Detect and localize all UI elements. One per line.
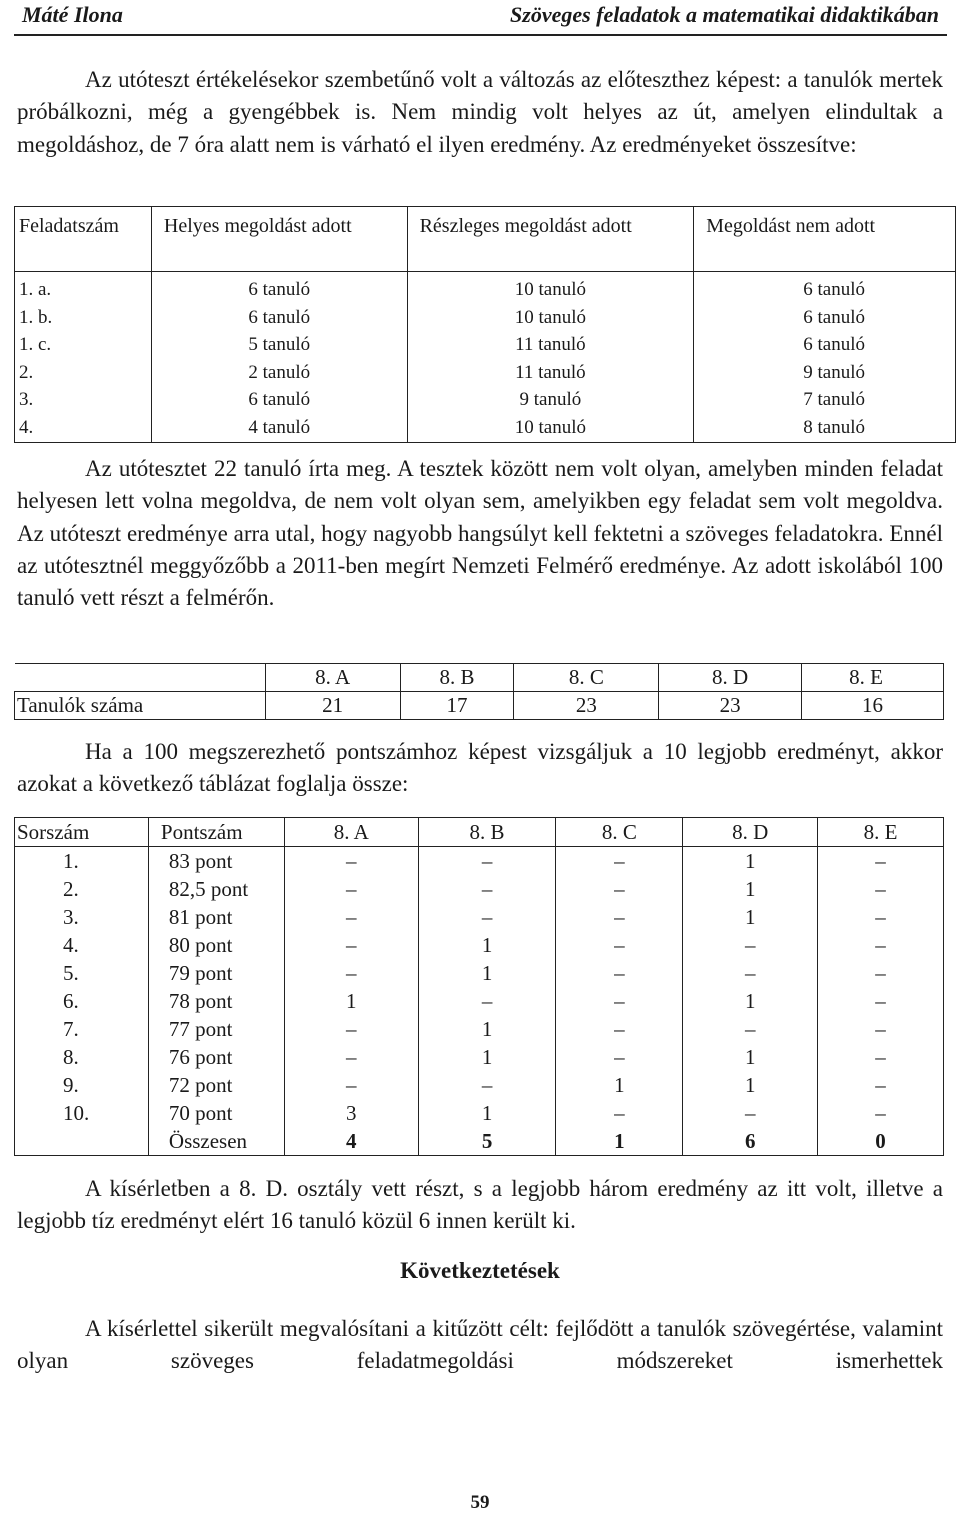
table-cell: 10 tanuló xyxy=(407,272,694,304)
table-cell: – xyxy=(818,931,944,959)
header-cell: 8. C xyxy=(556,818,683,847)
table-cell xyxy=(15,1127,149,1156)
table-cell: 0 xyxy=(818,1127,944,1156)
table-cell: 2. xyxy=(15,875,149,903)
table-cell: 6. xyxy=(15,987,149,1015)
table-cell: 1. xyxy=(15,847,149,876)
table-row xyxy=(15,987,944,1015)
table-cell: 5 xyxy=(418,1127,556,1156)
table-cell: 4. xyxy=(15,931,149,959)
table-cell: 1 xyxy=(418,931,556,959)
table-row xyxy=(15,359,956,387)
table-cell: 80 pont xyxy=(148,931,284,959)
table-cell: 1 xyxy=(683,903,818,931)
section-heading: Következtetések xyxy=(400,1258,560,1283)
table-cell: – xyxy=(556,1099,683,1127)
table-cell: 5. xyxy=(15,959,149,987)
table-cell: – xyxy=(284,847,418,876)
table-cell: – xyxy=(683,1099,818,1127)
paragraph-2-text: Az utótesztet 22 tanuló írta meg. A tesztek között nem volt olyan, amelyben minden feladat helyesen lett volna megoldva, de nem volt olyan sem, amelyikben egy feladat sem volt megoldva. Az utóteszt eredménye arra utal, hogy nagyobb hangsúlyt kell fektetni a szöveges feladatokra. Ennél az utótesztnél meggyőzőbb a 2011-ben megírt Nemzeti Felmérő eredménye. Az adott iskolából 100 tanuló vett részt a felmérőn. xyxy=(17,456,943,611)
paragraph-4-text: A kísérletben a 8. D. osztály vett részt, s a legjobb három eredmény az itt volt, illetve a legjobb tíz eredményt elért 16 tanuló közül 6 innen került ki. xyxy=(17,1176,943,1234)
table-cell: – xyxy=(284,903,418,931)
table-row xyxy=(15,1043,944,1071)
table-cell: – xyxy=(818,1071,944,1099)
empty-cell xyxy=(15,664,266,692)
header-cell: Sorszám xyxy=(15,818,149,847)
table-cell: 4 xyxy=(284,1127,418,1156)
table-cell: – xyxy=(556,875,683,903)
table-row xyxy=(15,272,956,304)
total-row xyxy=(15,1127,944,1156)
results-table xyxy=(14,206,956,443)
table-cell: 6 xyxy=(683,1127,818,1156)
table-cell: 78 pont xyxy=(148,987,284,1015)
table-cell: – xyxy=(556,1015,683,1043)
student-count-row xyxy=(15,692,944,720)
table-cell: 70 pont xyxy=(148,1099,284,1127)
table-cell: 10. xyxy=(15,1099,149,1127)
table-cell: 9. xyxy=(15,1071,149,1099)
table-cell: 10 tanuló xyxy=(407,414,694,442)
table-row xyxy=(15,304,956,332)
table-cell: 1 xyxy=(418,959,556,987)
header-cell: 8. D xyxy=(683,818,818,847)
table-cell: – xyxy=(556,847,683,876)
top10-header-row xyxy=(15,818,944,847)
table-cell: 9 tanuló xyxy=(694,359,956,387)
results-header-cell: Megoldást nem adott xyxy=(694,207,956,272)
table-row xyxy=(15,959,944,987)
table-cell: 1 xyxy=(556,1071,683,1099)
table-cell: 6 tanuló xyxy=(694,304,956,332)
table-cell: 1 xyxy=(556,1127,683,1156)
table-cell: 6 tanuló xyxy=(694,272,956,304)
results-header-cell: Részleges megoldást adott xyxy=(407,207,694,272)
count-cell: 23 xyxy=(659,692,802,720)
paragraph-4 xyxy=(17,1173,943,1238)
table-row xyxy=(15,386,956,414)
class-header-cell: 8. B xyxy=(400,664,514,692)
class-header-cell: 8. C xyxy=(514,664,659,692)
table-cell: 6 tanuló xyxy=(694,331,956,359)
table-cell: – xyxy=(556,959,683,987)
table-cell: 82,5 pont xyxy=(148,875,284,903)
table-row xyxy=(15,903,944,931)
table-cell: 4 tanuló xyxy=(151,414,407,442)
table-cell: 76 pont xyxy=(148,1043,284,1071)
table-cell: 83 pont xyxy=(148,847,284,876)
results-header-cell: Helyes megoldást adott xyxy=(151,207,407,272)
table-row xyxy=(15,1099,944,1127)
table-cell: 1. a. xyxy=(15,272,152,304)
table-cell: 1 xyxy=(683,847,818,876)
class-header-cell: 8. D xyxy=(659,664,802,692)
table-row xyxy=(15,414,956,442)
table-cell: – xyxy=(818,1043,944,1071)
table-cell: 6 tanuló xyxy=(151,304,407,332)
table-cell: 79 pont xyxy=(148,959,284,987)
table-cell: – xyxy=(284,1071,418,1099)
table-cell: – xyxy=(418,875,556,903)
table-cell: 1. b. xyxy=(15,304,152,332)
table-cell: – xyxy=(683,959,818,987)
count-cell: 21 xyxy=(265,692,400,720)
table-cell: – xyxy=(284,875,418,903)
table-cell: 81 pont xyxy=(148,903,284,931)
table-cell: 7 tanuló xyxy=(694,386,956,414)
header-author: Máté Ilona xyxy=(22,2,123,27)
paragraph-5 xyxy=(17,1313,943,1378)
table-cell: – xyxy=(418,1071,556,1099)
table-row xyxy=(15,847,944,876)
paragraph-3-text: Ha a 100 megszerezhető pontszámhoz képest vizsgáljuk a 10 legjobb eredményt, akkor azokat a következő táblázat foglalja össze: xyxy=(17,739,943,797)
table-row xyxy=(15,931,944,959)
table-cell: 1 xyxy=(418,1015,556,1043)
table-cell: – xyxy=(556,1043,683,1071)
results-header-row xyxy=(15,207,956,272)
results-header-cell: Feladatszám xyxy=(15,207,152,272)
table-cell: Összesen xyxy=(148,1127,284,1156)
table-cell: – xyxy=(284,1015,418,1043)
table-cell: 3. xyxy=(15,903,149,931)
running-header xyxy=(14,0,947,36)
paragraph-5-text: A kísérlettel sikerült megvalósítani a kitűzött célt: fejlődött a tanulók szövegértése, valamint olyan szöveges feladatmegoldási módszereket ismerhettek xyxy=(17,1316,943,1374)
table-cell: – xyxy=(556,903,683,931)
top10-table xyxy=(14,817,944,1156)
table-cell: 1 xyxy=(418,1043,556,1071)
table-cell: – xyxy=(818,1015,944,1043)
header-cell: 8. E xyxy=(818,818,944,847)
table-cell: 4. xyxy=(15,414,152,442)
table-cell: 8 tanuló xyxy=(694,414,956,442)
table-cell: 1 xyxy=(683,875,818,903)
table-cell: 7. xyxy=(15,1015,149,1043)
row-label: Tanulók száma xyxy=(15,692,266,720)
table-cell: – xyxy=(556,931,683,959)
table-cell: – xyxy=(818,987,944,1015)
table-cell: – xyxy=(818,847,944,876)
table-cell: 1 xyxy=(683,1043,818,1071)
table-cell: 1. c. xyxy=(15,331,152,359)
table-cell: 1 xyxy=(418,1099,556,1127)
table-cell: 5 tanuló xyxy=(151,331,407,359)
table-cell: – xyxy=(284,1043,418,1071)
table-cell: – xyxy=(818,875,944,903)
class-header-cell: 8. E xyxy=(802,664,944,692)
count-cell: 23 xyxy=(514,692,659,720)
table-cell: 6 tanuló xyxy=(151,386,407,414)
table-cell: – xyxy=(418,987,556,1015)
table-cell: 6 tanuló xyxy=(151,272,407,304)
paragraph-2 xyxy=(17,453,943,614)
header-title: Szöveges feladatok a matematikai didaktikában xyxy=(510,2,939,27)
table-cell: 77 pont xyxy=(148,1015,284,1043)
table-cell: – xyxy=(418,903,556,931)
table-cell: 11 tanuló xyxy=(407,331,694,359)
count-cell: 16 xyxy=(802,692,944,720)
table-cell: 8. xyxy=(15,1043,149,1071)
table-cell: – xyxy=(683,1015,818,1043)
table-cell: 2 tanuló xyxy=(151,359,407,387)
class-header-cell: 8. A xyxy=(265,664,400,692)
intro-text: Az utóteszt értékelésekor szembetűnő volt a változás az előteszthez képest: a tanulók mertek próbálkozni, még a gyengébbek is. Nem mindig volt helyes az út, amelyen elindultak a megoldáshoz, de 7 óra alatt nem is várható el ilyen eredmény. Az eredményeket összesítve: xyxy=(17,67,943,157)
table-row xyxy=(15,1015,944,1043)
table-cell: – xyxy=(818,903,944,931)
table-cell: – xyxy=(818,1099,944,1127)
table-cell: – xyxy=(418,847,556,876)
page-number: 59 xyxy=(470,1492,490,1513)
table-cell: – xyxy=(683,931,818,959)
table-cell: 9 tanuló xyxy=(407,386,694,414)
table-cell: 3 xyxy=(284,1099,418,1127)
table-cell: 3. xyxy=(15,386,152,414)
table-cell: 11 tanuló xyxy=(407,359,694,387)
header-cell: Pontszám xyxy=(148,818,284,847)
paragraph-3 xyxy=(17,736,943,801)
table-row xyxy=(15,1071,944,1099)
table-cell: 72 pont xyxy=(148,1071,284,1099)
table-row xyxy=(15,875,944,903)
table-row xyxy=(15,331,956,359)
header-cell: 8. B xyxy=(418,818,556,847)
count-cell: 17 xyxy=(400,692,514,720)
table-cell: 1 xyxy=(683,1071,818,1099)
table-cell: 10 tanuló xyxy=(407,304,694,332)
intro-paragraph xyxy=(17,64,943,161)
table-cell: – xyxy=(284,959,418,987)
class-count-table xyxy=(14,663,944,720)
class-header-row xyxy=(15,664,944,692)
table-cell: – xyxy=(556,987,683,1015)
table-cell: 1 xyxy=(683,987,818,1015)
header-cell: 8. A xyxy=(284,818,418,847)
table-cell: – xyxy=(818,959,944,987)
table-cell: 1 xyxy=(284,987,418,1015)
table-cell: 2. xyxy=(15,359,152,387)
table-cell: – xyxy=(284,931,418,959)
